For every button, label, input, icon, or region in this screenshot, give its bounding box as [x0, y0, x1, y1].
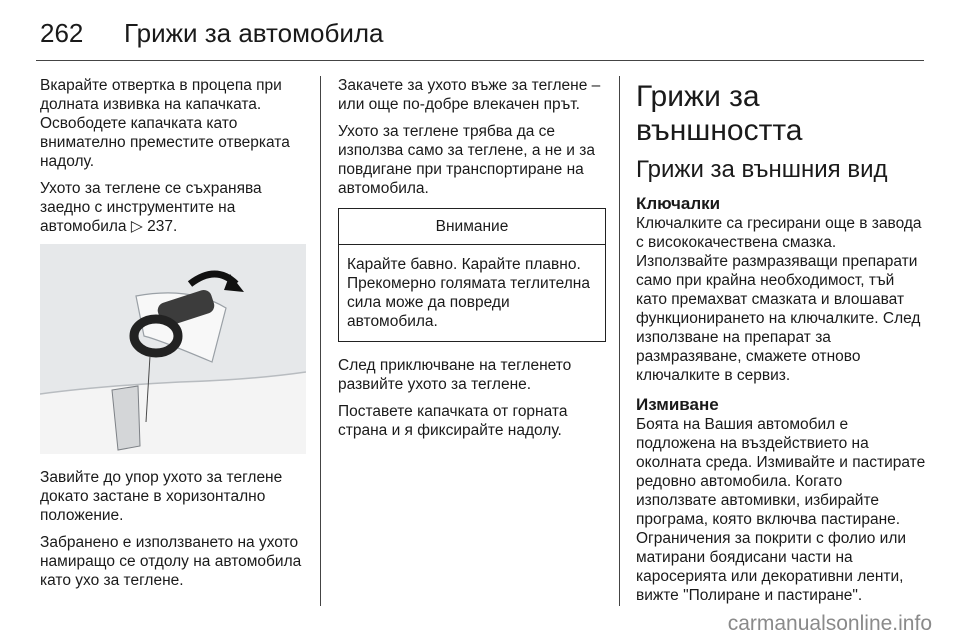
column-right — [636, 76, 926, 615]
subsection-heading: Грижи за външния вид — [636, 156, 888, 183]
warning-text: Карайте бавно. Карайте плавно. Прекомерно голямата теглителна сила може да повреди автомобила. — [347, 256, 590, 330]
paragraph: Поставете капачката от горната страна и я фиксирайте надолу. — [338, 403, 568, 439]
paragraph: Ухото за теглене трябва да се използва само за теглене, а не и за повдигане при транспортиране на автомобила. — [338, 123, 595, 197]
warning-box — [338, 208, 606, 342]
paragraph: Забранено е използването на ухото намиращо се отдолу на автомобила като ухо за теглене. — [40, 534, 302, 589]
page-number: 262 — [40, 18, 84, 48]
page-title: Грижи за автомобила — [124, 18, 384, 48]
reference-page-number: 237 — [147, 218, 173, 235]
paragraph-text: Ухото за теглене се съхранява заедно с инструментите на автомобила — [40, 180, 262, 235]
warning-title: Внимание — [339, 209, 605, 245]
paragraph: Вкарайте отвертка в процепа при долната извивка на капачката. Освободете капачката като внимателно преместите отверката надолу. — [40, 77, 290, 170]
watermark-link[interactable]: carmanualsonline.info — [727, 612, 932, 635]
towing-eye-drawing — [40, 244, 306, 454]
page-reference-link[interactable] — [131, 218, 173, 235]
paragraph: След приключване на тегленето развийте ухото за теглене. — [338, 357, 572, 393]
locks-heading: Ключалки — [636, 194, 721, 213]
section-heading: Грижи за външността — [636, 80, 803, 147]
washing-paragraph: Боята на Вашия автомобил е подложена на въздействието на околната среда. Измивайте и пастирате редовно автомобила. Когато използвате автомивки, избирайте програма, която включва пастиране. Ограничения за покрити с фолио или матирани боядисани части на каросерията или декоративни ленти, вижте "Полиране и пастиране". — [636, 416, 926, 604]
paragraph: Закачете за ухото въже за теглене – или още по-добре влекачен прът. — [338, 77, 601, 113]
paragraph-with-reference: Ухото за теглене се съхранява заедно с инструментите на автомобила ▷ 237. — [40, 180, 262, 235]
column-middle — [338, 76, 606, 448]
locks-paragraph: Ключалките са гресирани още в завода с висококачествена смазка. Използвайте размразяващи препарати само при крайна необходимост, тъй като премахват смазката и влошават функционирането на ключалките. След използване на препарат за размразяване, смажете отново ключалките в сервиз. — [636, 215, 922, 384]
column-divider-right — [619, 76, 620, 606]
reference-arrow-icon: ▷ — [130, 218, 143, 235]
column-divider-left — [320, 76, 321, 606]
towing-eye-illustration — [40, 244, 306, 454]
page-header — [0, 0, 960, 64]
paragraph: Завийте до упор ухото за теглене докато застане в хоризонтално положение. — [40, 469, 283, 524]
washing-heading: Измиване — [636, 395, 719, 414]
header-divider — [36, 60, 924, 61]
column-left — [40, 76, 306, 598]
